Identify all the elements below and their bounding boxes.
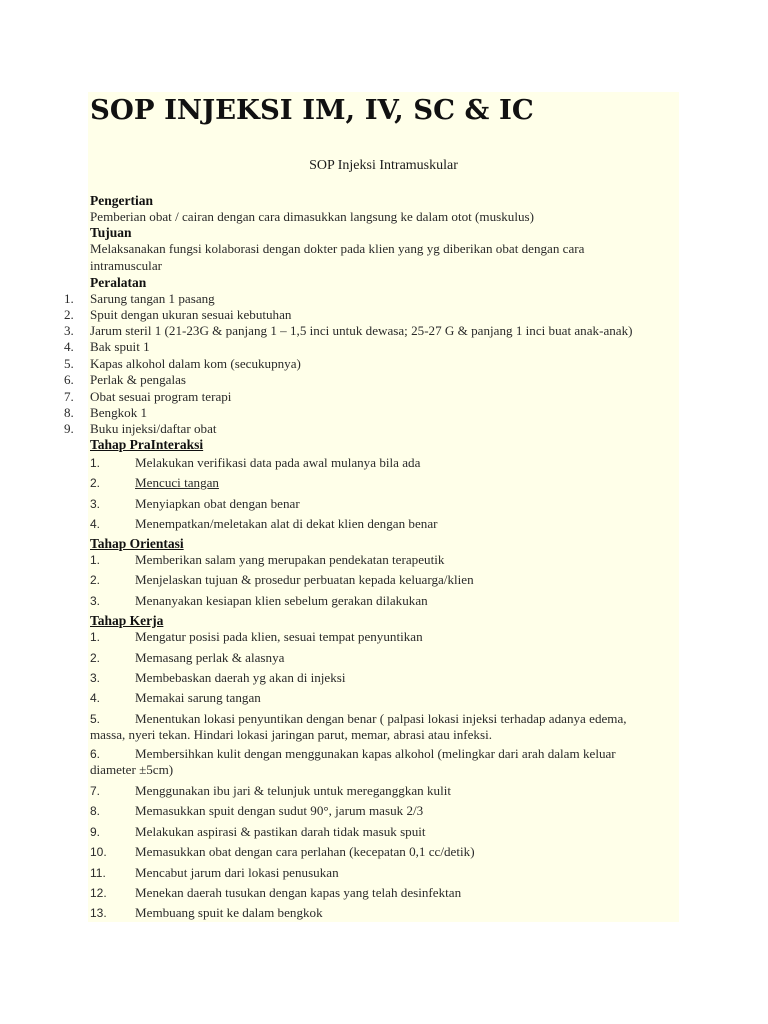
step-text: Memberikan salam yang merupakan pendekatan terapeutik	[135, 552, 445, 567]
orientasi-heading: Tahap Orientasi	[90, 536, 184, 551]
tujuan-heading: Tujuan	[90, 225, 132, 240]
step-text: Mencuci tangan	[135, 475, 219, 490]
step-text-continued: massa, nyeri tekan. Hindari lokasi jaringan parut, memar, abrasi atau infeksi.	[90, 727, 492, 742]
list-item-number: 4.	[64, 339, 74, 354]
step-number: 4.	[90, 517, 101, 531]
list-item: Bengkok 1	[90, 405, 148, 420]
list-item-number: 2.	[64, 307, 74, 322]
step-text: Mencabut jarum dari lokasi penusukan	[135, 865, 339, 880]
step-text: Memasang perlak & alasnya	[135, 650, 285, 665]
step-number: 2.	[90, 476, 101, 490]
step-number: 3.	[90, 594, 101, 608]
list-item-number: 8.	[64, 405, 74, 420]
list-item: Kapas alkohol dalam kom (secukupnya)	[90, 356, 301, 371]
pengertian-text: Pemberian obat / cairan dengan cara dimasukkan langsung ke dalam otot (muskulus)	[90, 209, 534, 224]
step-number: 8.	[90, 804, 101, 818]
tujuan-text-line2: intramuscular	[90, 258, 162, 273]
step-number: 2.	[90, 651, 101, 665]
step-number: 10.	[90, 845, 107, 859]
step-number: 3.	[90, 497, 101, 511]
step-text-continued: diameter ±5cm)	[90, 762, 174, 777]
list-item: Spuit dengan ukuran sesuai kebutuhan	[90, 307, 292, 322]
step-text: Melakukan aspirasi & pastikan darah tidak masuk spuit	[135, 824, 426, 839]
step-text: Mengatur posisi pada klien, sesuai tempat penyuntikan	[135, 629, 423, 644]
list-item: Obat sesuai program terapi	[90, 389, 232, 404]
section-subtitle: SOP Injeksi Intramuskular	[309, 158, 458, 173]
step-text: Membuang spuit ke dalam bengkok	[135, 905, 323, 920]
step-text: Membersihkan kulit dengan menggunakan kapas alkohol (melingkar dari arah dalam keluar	[135, 746, 616, 761]
list-item-number: 7.	[64, 389, 74, 404]
pengertian-heading: Pengertian	[90, 193, 153, 208]
step-number: 11.	[90, 866, 106, 880]
list-item: Buku injeksi/daftar obat	[90, 421, 217, 436]
step-number: 9.	[90, 825, 101, 839]
peralatan-heading: Peralatan	[90, 275, 147, 290]
step-text: Menyiapkan obat dengan benar	[135, 496, 300, 511]
step-text: Menanyakan kesiapan klien sebelum gerakan dilakukan	[135, 593, 428, 608]
step-number: 7.	[90, 784, 101, 798]
step-number: 1.	[90, 553, 101, 567]
step-number: 13.	[90, 906, 107, 920]
step-text: Membebaskan daerah yg akan di injeksi	[135, 670, 346, 685]
step-text: Menentukan lokasi penyuntikan dengan benar ( palpasi lokasi injeksi terhadap adanya edema,	[135, 711, 627, 726]
prainteraksi-heading: Tahap PraInteraksi	[90, 437, 204, 452]
step-text: Menggunakan ibu jari & telunjuk untuk mereganggkan kulit	[135, 783, 452, 798]
step-number: 3.	[90, 671, 101, 685]
document-title: SOP INJEKSI IM, IV, SC & IC	[90, 94, 534, 126]
step-text: Memasukkan obat dengan cara perlahan (kecepatan 0,1 cc/detik)	[135, 844, 475, 859]
step-number: 12.	[90, 886, 107, 900]
list-item-number: 6.	[64, 372, 74, 387]
kerja-heading: Tahap Kerja	[90, 613, 164, 628]
step-text: Memasukkan spuit dengan sudut 90°, jarum masuk 2/3	[135, 803, 424, 818]
list-item-number: 9.	[64, 421, 74, 436]
list-item: Jarum steril 1 (21-23G & panjang 1 – 1,5 inci untuk dewasa; 25-27 G & panjang 1 inci buat anak-anak)	[90, 323, 633, 338]
step-text: Menekan daerah tusukan dengan kapas yang telah desinfektan	[135, 885, 462, 900]
step-text: Melakukan verifikasi data pada awal mulanya bila ada	[135, 455, 421, 470]
step-text: Menempatkan/meletakan alat di dekat klien dengan benar	[135, 516, 438, 531]
list-item: Perlak & pengalas	[90, 372, 186, 387]
step-number: 6.	[90, 747, 101, 761]
step-number: 2.	[90, 573, 101, 587]
step-number: 1.	[90, 630, 101, 644]
list-item-number: 5.	[64, 356, 74, 371]
tujuan-text-line1: Melaksanakan fungsi kolaborasi dengan dokter pada klien yang yg diberikan obat dengan cara	[90, 241, 585, 256]
step-number: 4.	[90, 691, 101, 705]
step-text: Memakai sarung tangan	[135, 690, 261, 705]
list-item: Bak spuit 1	[90, 339, 150, 354]
list-item: Sarung tangan 1 pasang	[90, 291, 215, 306]
step-text: Menjelaskan tujuan & prosedur perbuatan kepada keluarga/klien	[135, 572, 474, 587]
list-item-number: 1.	[64, 291, 74, 306]
step-number: 5.	[90, 712, 101, 726]
list-item-number: 3.	[64, 323, 74, 338]
step-number: 1.	[90, 456, 101, 470]
